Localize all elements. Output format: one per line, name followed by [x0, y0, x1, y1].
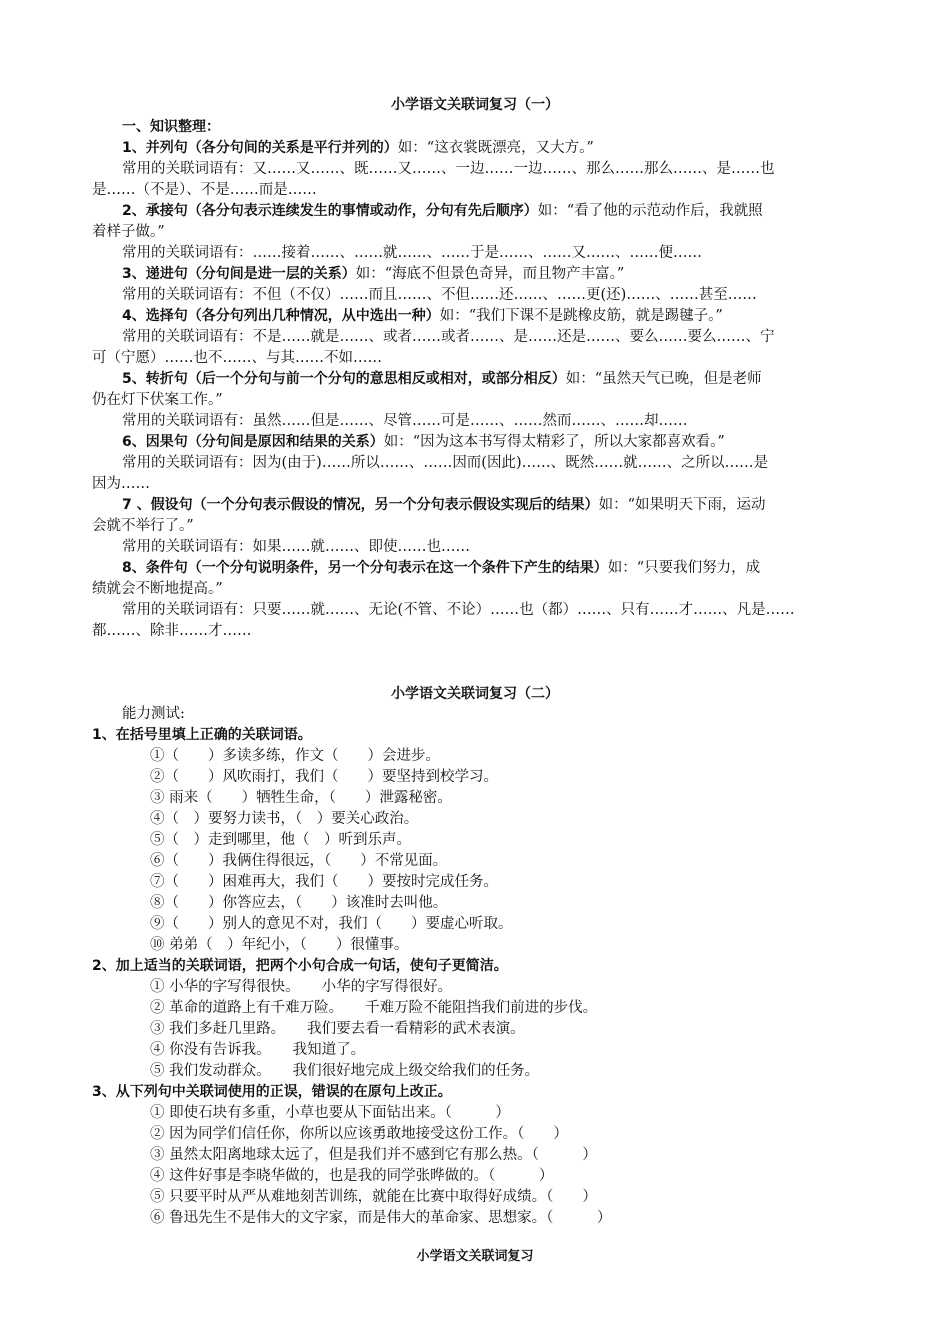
question-2-heading: 2、加上适当的关联词语，把两个小句合成一句话，使句子更简洁。 [92, 958, 508, 974]
type-example: 如：“只要我们努力，成 [607, 560, 761, 576]
question-item: ③ 虽然太阳离地球太远了，但是我们并不感到它有那么热。（ ） [150, 1147, 597, 1163]
type-words: 常用的关联词语有：不是……就是……、或者……或者……、是……还是……、要么……要么……、宁 [122, 329, 775, 345]
clause-a: ② 革命的道路上有千难万险。 [150, 1000, 344, 1016]
type-example: 如：“海底不但景色奇异，而且物产丰富。” [355, 266, 625, 282]
type-sequence [92, 201, 860, 222]
type-example: 如：“我们下课不是跳橡皮筋，就是踢毽子。” [439, 308, 723, 324]
question-item [92, 1061, 860, 1082]
question-item: ⑤（ ）走到哪里，他（ ）听到乐声。 [150, 832, 411, 848]
question-item [92, 1040, 860, 1061]
type-example: 如：“看了他的示范动作后，我就照 [537, 203, 763, 219]
type-heading: 1、并列句（各分句间的关系是平行并列的） [122, 140, 398, 156]
type-words: 常用的关联词语有：虽然……但是……、尽管……可是……、……然而……、……却…… [122, 413, 688, 429]
type-adversative [92, 369, 860, 390]
clause-a: ① 小华的字写得很快。 [150, 979, 300, 995]
test-intro: 能力测试: [122, 706, 185, 722]
question-item: ④（ ）要努力读书，（ ）要关心政治。 [150, 811, 419, 827]
clause-b: 小华的字写得很好。 [321, 979, 453, 995]
question-3-heading: 3、从下列句中关联词使用的正误，错误的在原句上改正。 [92, 1084, 452, 1100]
question-item: ⑤ 只要平时从严从难地刻苦训练，就能在比赛中取得好成绩。（ ） [150, 1189, 597, 1205]
type-example-cont: 会就不举行了。” [92, 518, 194, 534]
type-heading: 4、选择句（各分句列出几种情况，从中选出一种） [122, 308, 440, 324]
question-1-heading: 1、在括号里填上正确的关联词语。 [92, 727, 312, 743]
part2-title: 小学语文关联词复习（二） [391, 686, 559, 702]
type-heading: 6、因果句（分句间是原因和结果的关系） [122, 434, 384, 450]
type-words: 常用的关联词语有：如果……就……、即使……也…… [122, 539, 470, 555]
question-item: ⑥ 鲁迅先生不是伟大的文字家，而是伟大的革命家、思想家。（ ） [150, 1210, 612, 1226]
type-causal [92, 432, 860, 453]
question-item: ②（ ）风吹雨打，我们（ ）要坚持到校学习。 [150, 769, 498, 785]
type-example: 如：“如果明天下雨，运动 [598, 497, 766, 513]
question-item: ① 即使石块有多重，小草也要从下面钻出来。（ ） [150, 1105, 510, 1121]
type-words-cont: 是……（不是）、不是……而是…… [92, 182, 317, 198]
clause-b: 我们很好地完成上级交给我们的任务。 [292, 1063, 540, 1079]
question-item: ⑥（ ）我俩住得很远，（ ）不常见面。 [150, 853, 448, 869]
part2-body [92, 704, 860, 1229]
part1-title: 小学语文关联词复习（一） [391, 97, 559, 113]
type-example-cont: 着样子做。” [92, 224, 165, 240]
clause-b: 我们要去看一看精彩的武术表演。 [307, 1021, 525, 1037]
question-item [92, 998, 860, 1019]
question-item: ⑦（ ）困难再大，我们（ ）要按时完成任务。 [150, 874, 498, 890]
question-item: ③ 雨来（ ）牺牲生命，（ ）泄露秘密。 [150, 790, 452, 806]
question-item: ⑧（ ）你答应去，（ ）该准时去叫他。 [150, 895, 448, 911]
clause-a: ④ 你没有告诉我。 [150, 1042, 271, 1058]
question-item: ⑩ 弟弟（ ）年纪小，（ ）很懂事。 [150, 937, 409, 953]
type-conditional [92, 558, 860, 579]
question-item [92, 1019, 860, 1040]
question-item: ② 因为同学们信任你，你所以应该勇敢地接受这份工作。（ ） [150, 1126, 568, 1142]
type-words-cont: 因为…… [92, 476, 150, 492]
type-example-cont: 仍在灯下伏案工作。” [92, 392, 223, 408]
type-heading: 2、承接句（各分句表示连续发生的事情或动作，分句有先后顺序） [122, 203, 538, 219]
type-heading: 7 、假设句（一个分句表示假设的情况，另一个分句表示假设实现后的结果） [122, 497, 599, 513]
type-words: 常用的关联词语有：不但（不仅）……而且……、不但……还……、……更(还)……、……甚至…… [122, 287, 757, 303]
type-words-cont: 可（宁愿）……也不……、与其……不如…… [92, 350, 382, 366]
type-words: 常用的关联词语有：……接着……、……就……、……于是……、……又……、……便…… [122, 245, 702, 261]
type-hypothetical [92, 495, 860, 516]
section-heading: 一、知识整理： [122, 119, 220, 135]
footer-title: 小学语文关联词复习 [416, 1249, 534, 1264]
type-choice [92, 306, 860, 327]
part1-body [92, 117, 860, 642]
type-words: 常用的关联词语有：因为(由于)……所以……、……因而(因此)……、既然……就……、之所以……是 [122, 455, 769, 471]
clause-a: ③ 我们多赶几里路。 [150, 1021, 286, 1037]
type-words-cont: 都……、除非……才…… [92, 623, 252, 639]
question-item [92, 977, 860, 998]
type-heading: 5、转折句（后一个分句与前一个分句的意思相反或相对，或部分相反） [122, 371, 566, 387]
type-progressive [92, 264, 860, 285]
clause-b: 我知道了。 [292, 1042, 366, 1058]
question-item: ⑨（ ）别人的意见不对，我们（ ）要虚心听取。 [150, 916, 513, 932]
type-words: 常用的关联词语有：只要……就……、无论(不管、不论）……也（都）……、只有……才……、凡是…… [122, 602, 795, 618]
type-heading: 8、条件句（一个分句说明条件，另一个分句表示在这一个条件下产生的结果） [122, 560, 608, 576]
type-example: 如：“因为这本书写得太精彩了，所以大家都喜欢看。” [383, 434, 725, 450]
type-example: 如：“这衣裳既漂亮，又大方。” [397, 140, 594, 156]
type-words: 常用的关联词语有：又……又……、既……又……、一边……一边……、那么……那么……、是……也 [122, 161, 775, 177]
question-item: ①（ ）多读多练，作文（ ）会进步。 [150, 748, 440, 764]
type-heading: 3、递进句（分句间是进一层的关系） [122, 266, 356, 282]
question-item: ④ 这件好事是李晓华做的，也是我的同学张晔做的。（ ） [150, 1168, 554, 1184]
clause-a: ⑤ 我们发动群众。 [150, 1063, 271, 1079]
type-example-cont: 绩就会不断地提高。” [92, 581, 223, 597]
clause-b: 千难万险不能阻挡我们前进的步伐。 [365, 1000, 598, 1016]
type-parallel [92, 138, 860, 159]
type-example: 如：“虽然天气已晚，但是老师 [565, 371, 762, 387]
